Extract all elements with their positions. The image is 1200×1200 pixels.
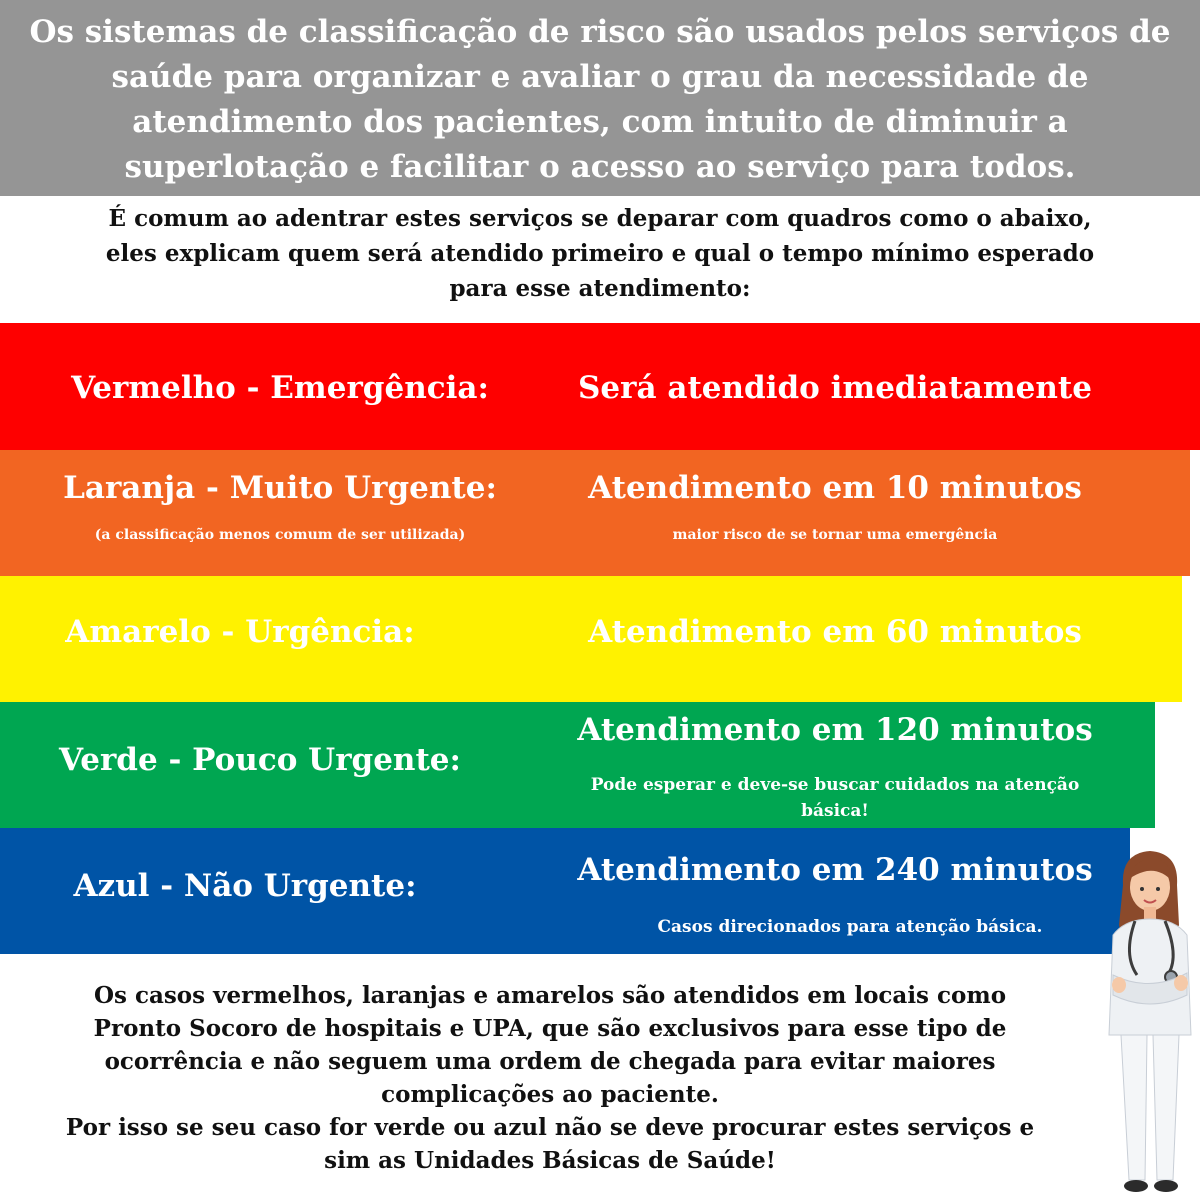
- band-blue-time: Atendimento em 240 minutos: [577, 852, 1093, 888]
- band-blue-time-note: Casos direcionados para atenção básica.: [657, 917, 1043, 937]
- footer-line: Pronto Socoro de hospitais e UPA, que são exclusivos para esse tipo de: [93, 1015, 1007, 1042]
- intro-text: [0, 201, 1200, 306]
- intro-line: eles explicam quem será atendido primeiro e qual o tempo mínimo esperado: [105, 240, 1095, 267]
- intro-line: É comum ao adentrar estes serviços se deparar com quadros como o abaixo,: [108, 205, 1092, 232]
- band-yellow: [0, 576, 1182, 702]
- header-banner: [0, 0, 1200, 196]
- footer-text: [0, 979, 1100, 1177]
- footer-line: sim as Unidades Básicas de Saúde!: [324, 1147, 776, 1174]
- band-orange: [0, 450, 1190, 576]
- band-green: [0, 702, 1155, 828]
- band-orange-time-note: maior risco de se tornar uma emergência: [672, 527, 998, 543]
- band-orange-label: Laranja - Muito Urgente:: [63, 470, 497, 506]
- nurse-illustration: [1095, 845, 1200, 1200]
- band-yellow-label: Amarelo - Urgência:: [65, 614, 415, 650]
- band-red: [0, 323, 1200, 450]
- band-orange-time: Atendimento em 10 minutos: [588, 470, 1082, 506]
- footer-line: ocorrência e não seguem uma ordem de chegada para evitar maiores: [104, 1048, 996, 1075]
- footer-line: Por isso se seu caso for verde ou azul não se deve procurar estes serviços e: [65, 1114, 1035, 1141]
- band-orange-label-note: (a classificação menos comum de ser utilizada): [94, 527, 466, 543]
- band-blue: [0, 828, 1130, 954]
- band-red-label: Vermelho - Emergência:: [71, 370, 489, 406]
- intro-line: para esse atendimento:: [449, 275, 751, 302]
- header-line: saúde para organizar e avaliar o grau da necessidade de: [111, 59, 1089, 95]
- header-line: Os sistemas de classificação de risco são usados pelos serviços de: [29, 14, 1171, 50]
- band-red-time: Será atendido imediatamente: [578, 370, 1092, 406]
- band-yellow-time: Atendimento em 60 minutos: [588, 614, 1082, 650]
- header-line: atendimento dos pacientes, com intuito de diminuir a: [132, 104, 1068, 140]
- band-green-time-note-2: básica!: [801, 801, 869, 821]
- band-green-time-note: Pode esperar e deve-se buscar cuidados na atenção: [590, 775, 1080, 795]
- footer-line: complicações ao paciente.: [381, 1081, 719, 1108]
- header-line: superlotação e facilitar o acesso ao serviço para todos.: [124, 149, 1076, 185]
- band-green-label: Verde - Pouco Urgente:: [59, 742, 461, 778]
- band-green-time: Atendimento em 120 minutos: [577, 712, 1093, 748]
- band-blue-label: Azul - Não Urgente:: [73, 868, 417, 904]
- footer-line: Os casos vermelhos, laranjas e amarelos são atendidos em locais como: [93, 982, 1007, 1009]
